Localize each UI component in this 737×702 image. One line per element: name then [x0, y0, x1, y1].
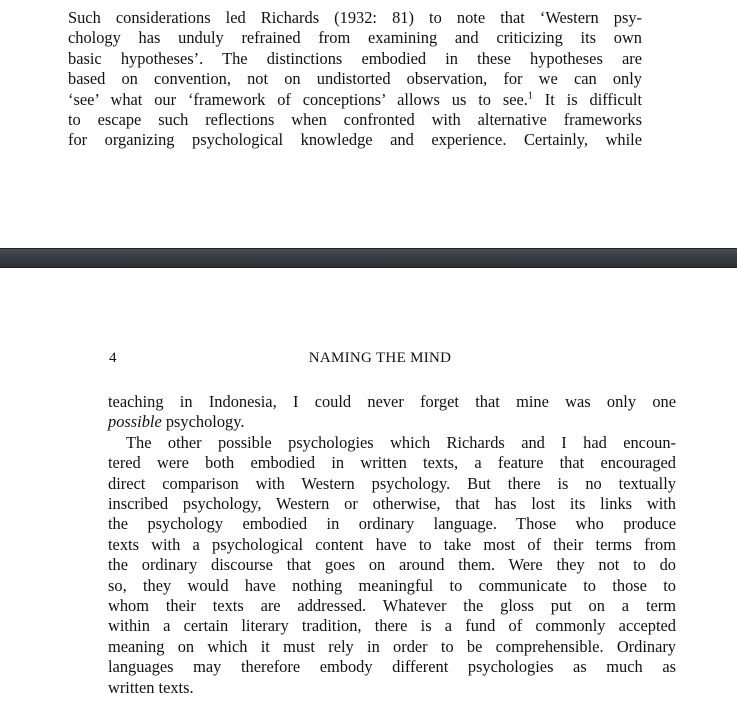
- text-line: the psychology embodied in ordinary language. Those who produce: [108, 514, 676, 534]
- text-line: tered were both embodied in written texts, a feature that encouraged: [108, 453, 676, 473]
- text-line: based on convention, not on undistorted observation, for we can only: [68, 69, 642, 89]
- text-line: within a certain literary tradition, there is a fund of commonly accepted: [108, 616, 676, 636]
- text-line: teaching in Indonesia, I could never forget that mine was only one: [108, 392, 676, 411]
- text-line: languages may therefore embody different psychologies as much as: [108, 657, 676, 677]
- text-line: the ordinary discourse that goes on around them. Were they not to do: [108, 555, 676, 575]
- running-head: NAMING THE MIND: [308, 350, 452, 366]
- page-top: [0, 0, 737, 248]
- italic-word: possible: [108, 412, 162, 432]
- text-segment: ‘see’ what our ‘framework of conceptions’ allows us to see.: [68, 89, 528, 109]
- text-segment: psychology.: [161, 412, 245, 432]
- text-line: inscribed psychology, Western or otherwise, that has lost its links with: [108, 494, 676, 514]
- page-divider: [0, 248, 737, 268]
- footnote-marker[interactable]: 1: [527, 90, 533, 102]
- bottom-text: [108, 392, 676, 698]
- page-number: 4: [109, 350, 117, 366]
- text-segment: It is difficult: [532, 89, 642, 109]
- text-line-with-footnote: [68, 90, 642, 110]
- text-line: [108, 412, 676, 432]
- text-line: whom their texts are addressed. Whatever the gloss put on a term: [108, 596, 676, 616]
- text-line: direct comparison with Western psychology. But there is no textually: [108, 473, 676, 493]
- text-line: for organizing psychological knowledge and experience. Certainly, while: [68, 130, 642, 150]
- top-paragraph: [68, 8, 642, 151]
- text-line: basic hypotheses’. The distinctions embodied in these hypotheses are: [68, 48, 642, 68]
- text-line: chology has unduly refrained from examining and criticizing its own: [68, 28, 642, 48]
- text-line: texts with a psychological content have to take most of their terms from: [108, 534, 676, 554]
- text-line: The other possible psychologies which Richards and I had encoun-: [126, 432, 676, 452]
- text-line: so, they would have nothing meaningful to communicate to those to: [108, 575, 676, 595]
- text-line: to escape such reflections when confronted with alternative frameworks: [68, 110, 642, 130]
- text-line: meaning on which it must rely in order to be comprehensible. Ordinary: [108, 636, 676, 656]
- text-line: written texts.: [108, 677, 194, 697]
- text-line: Such considerations led Richards (1932: 81) to note that ‘Western psy-: [68, 8, 642, 27]
